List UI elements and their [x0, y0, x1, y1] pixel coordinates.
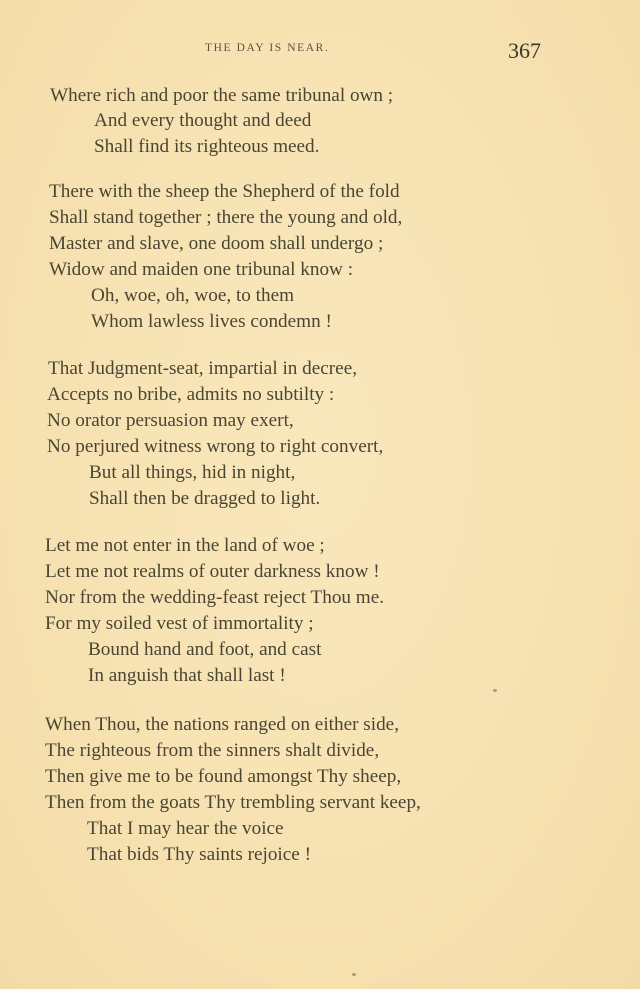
poem-line: That I may hear the voice [87, 818, 284, 839]
running-title: THE DAY IS NEAR. [205, 42, 330, 54]
poem-line: Widow and maiden one tribunal know : [49, 259, 354, 280]
poem-line: Whom lawless lives condemn ! [91, 311, 332, 332]
poem-line: Nor from the wedding-feast reject Thou me. [45, 587, 385, 608]
poem-line: Bound hand and foot, and cast [88, 639, 322, 660]
poem-line: Master and slave, one doom shall undergo ; [49, 233, 384, 254]
poem-line: Then give me to be found amongst Thy sheep, [45, 766, 402, 787]
ink-speck [352, 973, 356, 976]
poem-line: Oh, woe, oh, woe, to them [91, 285, 295, 306]
poem-line: Shall then be dragged to light. [89, 488, 321, 509]
poem-line: Let me not realms of outer darkness know ! [45, 561, 380, 582]
poem-line: No perjured witness wrong to right convert, [47, 436, 384, 457]
poem-line: Then from the goats Thy trembling servant keep, [45, 792, 421, 813]
poem-line: Shall find its righteous meed. [94, 136, 320, 157]
page-number: 367 [508, 38, 541, 63]
poem-line: When Thou, the nations ranged on either side, [45, 714, 399, 735]
poem-line: No orator persuasion may exert, [47, 410, 294, 431]
poem-line: That bids Thy saints rejoice ! [87, 844, 311, 865]
poem-line: That Judgment-seat, impartial in decree, [48, 358, 358, 379]
poem-line: Where rich and poor the same tribunal own ; [50, 85, 394, 106]
poem-line: For my soiled vest of immortality ; [45, 613, 314, 634]
ink-speck [493, 689, 497, 692]
page-header [0, 36, 640, 66]
poem-line: The righteous from the sinners shalt divide, [45, 740, 380, 761]
poem-line: There with the sheep the Shepherd of the fold [49, 181, 400, 202]
poem-line: And every thought and deed [94, 110, 312, 131]
poem-line: Let me not enter in the land of woe ; [45, 535, 325, 556]
poem-line: In anguish that shall last ! [88, 665, 286, 686]
poem-line: But all things, hid in night, [89, 462, 296, 483]
poem-line: Shall stand together ; there the young and old, [49, 207, 403, 228]
poem-line: Accepts no bribe, admits no subtilty : [47, 384, 335, 405]
